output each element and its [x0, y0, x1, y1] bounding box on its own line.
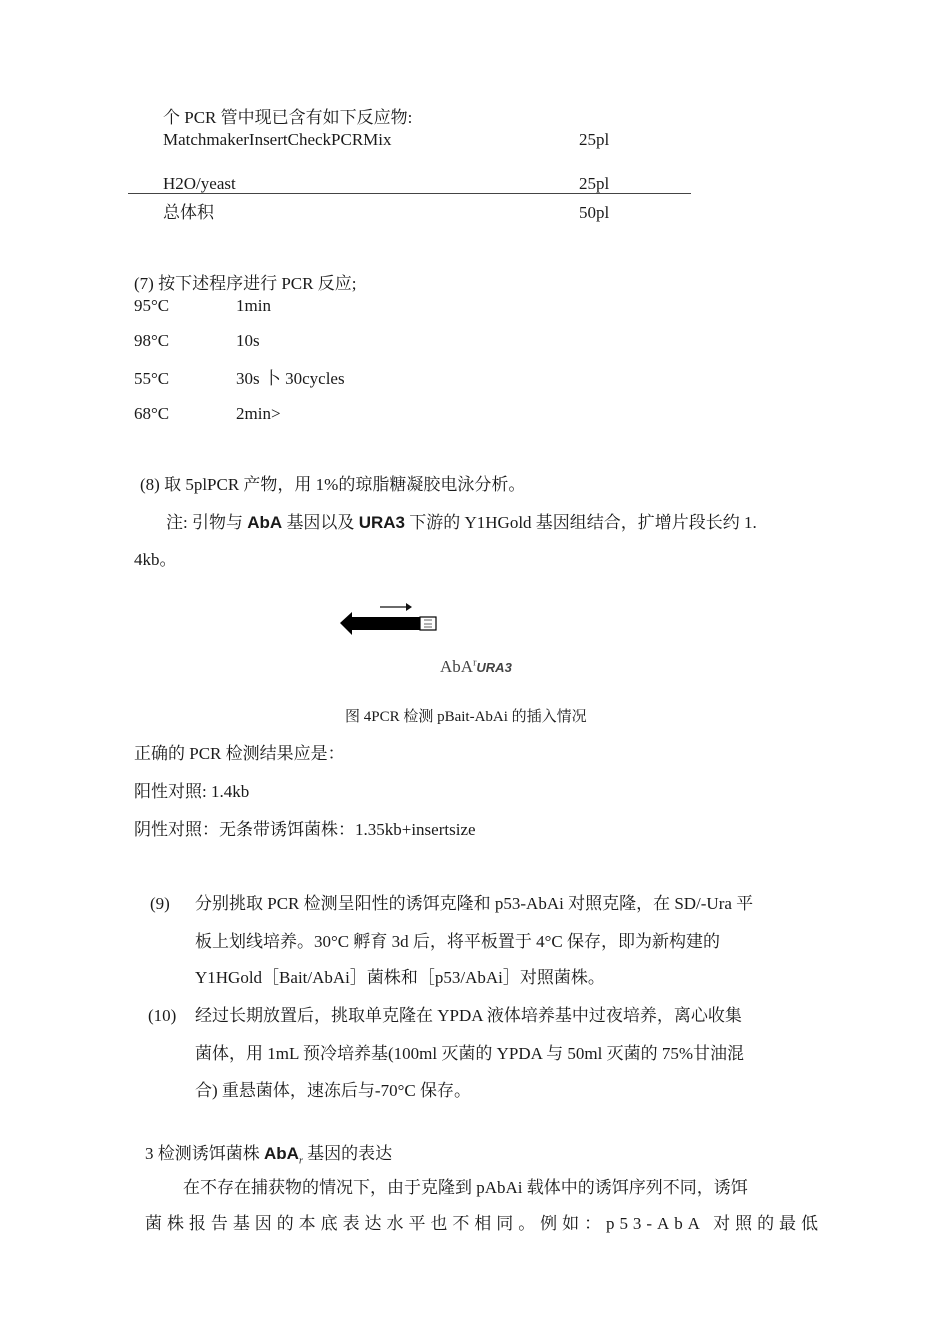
step9-line-2: 板上划线培养。30°C 孵育 3d 后，将平板置于 4°C 保存，即为新构建的 — [195, 932, 721, 951]
step10-number: (10) — [148, 1006, 177, 1025]
note-part-a: 注: 引物与 — [166, 513, 248, 532]
step9-line-1: 分别挑取 PCR 检测呈阳性的诱饵克隆和 p53-AbAi 对照克隆，在 SD/-Ura 平 — [195, 894, 754, 913]
step8-note-line2: 4kb。 — [134, 550, 177, 569]
step10-line-3: 合) 重悬菌体，速冻后与-70°C 保存。 — [195, 1081, 471, 1100]
step9-number: (9) — [150, 894, 170, 913]
program-temp-4: 68°C — [134, 404, 170, 423]
step7-title: (7) 按下述程序进行 PCR 反应; — [134, 274, 357, 293]
program-time-4: 2min> — [236, 404, 281, 423]
results-title: 正确的 PCR 检测结果应是： — [134, 744, 345, 763]
table-rule — [128, 193, 691, 194]
reaction-volume-2: 25pl — [579, 174, 610, 193]
program-temp-1: 95°C — [134, 296, 170, 315]
step9-line-3: Y1HGold［Bait/AbAi］菌株和［p53/AbAi］对照菌株。 — [195, 968, 605, 987]
step8-note — [166, 513, 757, 533]
figure-label-ura3: URA3 — [476, 660, 512, 675]
results-positive: 阳性对照: 1.4kb — [134, 782, 250, 801]
figure-label — [440, 657, 512, 677]
section3-gene-sub: r — [298, 1155, 303, 1167]
reaction-intro: 个 PCR 管中现已含有如下反应物: — [163, 108, 413, 127]
reaction-name-1: MatchmakerInsertCheckPCRMix — [163, 130, 392, 149]
aba-gene-arrow — [340, 612, 420, 635]
primer-arrow-head — [406, 603, 412, 611]
note-part-d: 下游的 Y1HGold 基因组结合，扩增片段长约 1. — [404, 513, 757, 532]
program-time-1: 1min — [236, 296, 271, 315]
step10-line-1: 经过长期放置后，挑取单克隆在 YPDA 液体培养基中过夜培养，离心收集 — [195, 1006, 742, 1025]
section3-para-line-1: 在不存在捕获物的情况下，由于克隆到 pAbAi 载体中的诱饵序列不同，诱饵 — [183, 1178, 748, 1197]
section3-gene: AbA — [264, 1144, 299, 1163]
program-time-2: 10s — [236, 331, 260, 350]
figure-caption: 图 4PCR 检测 pBait-AbAi 的插入情况 — [345, 709, 587, 725]
step8-text: (8) 取 5plPCR 产物，用 1%的琼脂糖凝胶电泳分析。 — [140, 475, 526, 494]
note-gene-aba: AbA — [247, 513, 283, 532]
reaction-volume-3: 50pl — [579, 203, 610, 222]
program-temp-3: 55°C — [134, 369, 170, 388]
note-part-c: 基因以及 — [282, 513, 359, 532]
section3-title-a: 3 检测诱饵菌株 — [145, 1144, 264, 1163]
reaction-name-2: H2O/yeast — [163, 174, 236, 193]
program-temp-2: 98°C — [134, 331, 170, 350]
section3-title-c: 基因的表达 — [302, 1144, 393, 1163]
reaction-volume-1: 25pl — [579, 130, 610, 149]
reaction-name-3: 总体积 — [163, 203, 214, 222]
note-gene-ura3: URA3 — [358, 513, 405, 532]
figure-label-sup: r — [473, 657, 477, 669]
section3-title — [145, 1144, 392, 1167]
gene-diagram — [336, 597, 442, 641]
program-time-3: 30s 卜 30cycles — [236, 369, 345, 388]
results-negative: 阴性对照：无条带诱饵菌株：1.35kb+insertsize — [134, 820, 476, 839]
section3-para-line-2: 菌株报告基因的本底表达水平也不相同。例如：p53-AbA 对照的最低 — [145, 1214, 823, 1233]
figure-label-aba: AbA — [440, 657, 474, 676]
step10-line-2: 菌体，用 1mL 预冷培养基(100ml 灭菌的 YPDA 与 50ml 灭菌的 75%甘油混 — [195, 1044, 745, 1063]
